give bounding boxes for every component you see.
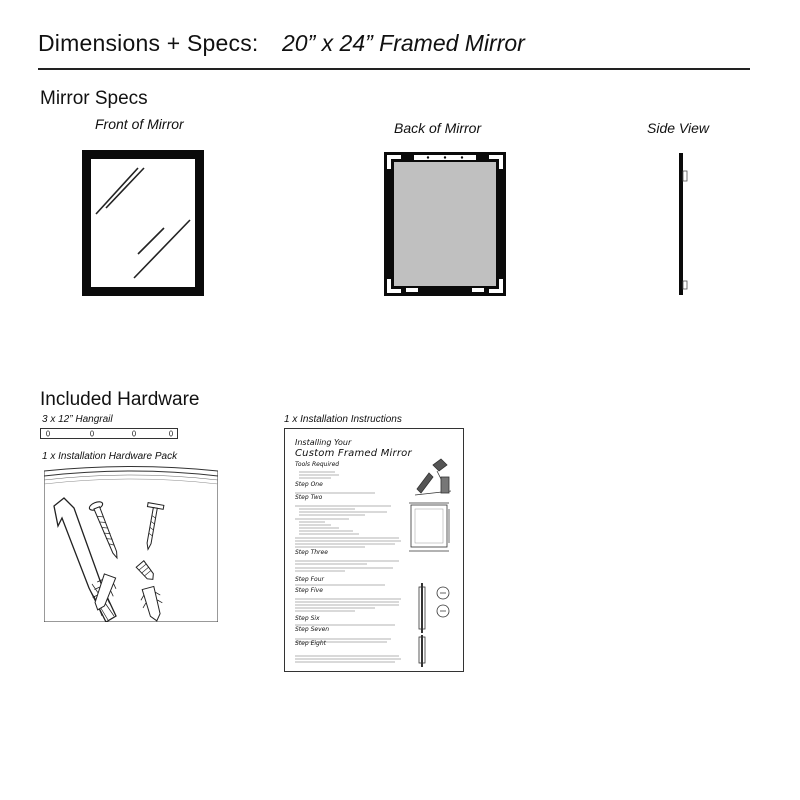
- instructions-title-line1: Installing Your: [295, 438, 352, 447]
- step-five-heading: Step Five: [295, 587, 323, 594]
- tools-required-heading: Tools Required: [295, 461, 340, 468]
- back-of-mirror-drawing: [384, 152, 506, 296]
- header-divider: [38, 68, 750, 70]
- front-of-mirror-drawing: [82, 150, 204, 296]
- step-four-heading: Step Four: [295, 576, 324, 583]
- side-view-drawing: [676, 153, 690, 295]
- mirror-specs-heading: Mirror Specs: [40, 88, 148, 109]
- instructions-label: 1 x Installation Instructions: [284, 414, 402, 425]
- step-two-heading: Step Two: [295, 494, 323, 501]
- side-view-label: Side View: [647, 120, 710, 136]
- included-hardware-heading: Included Hardware: [40, 389, 200, 410]
- hardware-pack-drawing: [44, 466, 218, 622]
- installation-instructions-sheet: [284, 428, 464, 672]
- front-of-mirror-label: Front of Mirror: [95, 116, 184, 132]
- step-three-heading: Step Three: [295, 549, 328, 556]
- step-seven-heading: Step Seven: [295, 626, 330, 633]
- page-title: Dimensions + Specs:: [38, 30, 259, 56]
- back-of-mirror-label: Back of Mirror: [394, 120, 482, 136]
- step-eight-heading: Step Eight: [295, 640, 326, 647]
- step-six-heading: Step Six: [295, 615, 320, 622]
- hangrail-label: 3 x 12” Hangrail: [42, 414, 113, 425]
- instructions-illustrations: [407, 447, 459, 667]
- hardware-pack-label: 1 x Installation Hardware Pack: [42, 451, 178, 462]
- hangrail-drawing: [40, 428, 178, 440]
- step-one-heading: Step One: [295, 481, 323, 488]
- instructions-title-line2: Custom Framed Mirror: [295, 448, 412, 459]
- page-subtitle: 20” x 24” Framed Mirror: [282, 30, 525, 56]
